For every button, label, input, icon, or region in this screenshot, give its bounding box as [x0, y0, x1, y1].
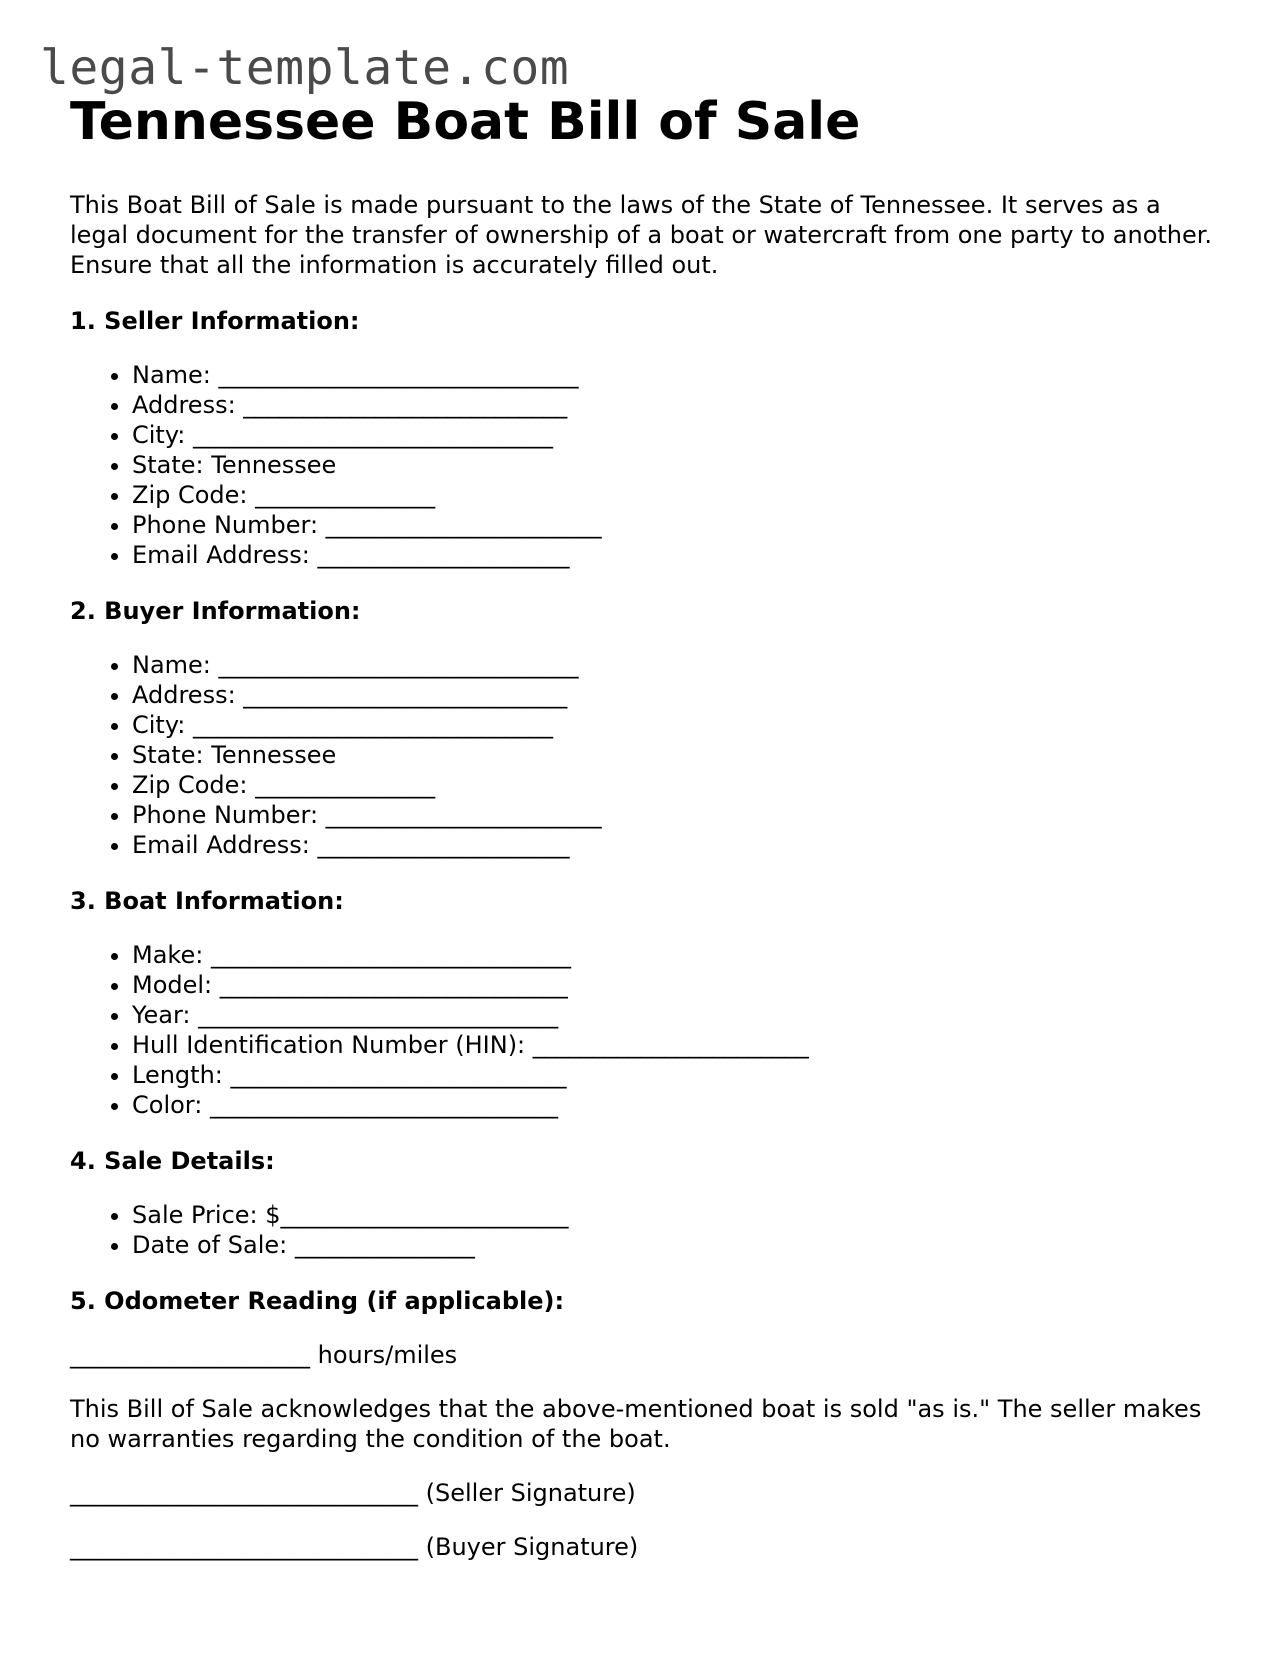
document [70, 88, 1220, 1562]
odometer-section-title: 5. Odometer Reading (if applicable): [70, 1287, 565, 1315]
sale-section-title: 4. Sale Details: [70, 1147, 275, 1175]
watermark: legal-template.com [40, 40, 570, 96]
odometer-field[interactable]: ____________________ hours/miles [70, 1341, 458, 1369]
buyer-section-title: 2. Buyer Information: [70, 597, 361, 625]
buyer-signature-line[interactable]: _____________________________ (Buyer Signature) [70, 1533, 639, 1561]
seller-email-field[interactable]: • Email Address: _____________________ [132, 540, 1220, 570]
sale-price-field[interactable]: • Sale Price: $________________________ [132, 1200, 1220, 1230]
sale-fields [70, 1200, 1220, 1260]
buyer-state-field: • State: Tennessee [132, 740, 1220, 770]
buyer-phone-field[interactable]: • Phone Number: _______________________ [132, 800, 1220, 830]
boat-section-title: 3. Boat Information: [70, 887, 344, 915]
boat-hin-field[interactable]: • Hull Identification Number (HIN): _______________________ [132, 1030, 1220, 1060]
seller-signature-line[interactable]: _____________________________ (Seller Signature) [70, 1479, 636, 1507]
seller-name-field[interactable]: • Name: ______________________________ [132, 360, 1220, 390]
page-title: Tennessee Boat Bill of Sale [70, 92, 861, 152]
buyer-email-field[interactable]: • Email Address: _____________________ [132, 830, 1220, 860]
buyer-city-field[interactable]: • City: ______________________________ [132, 710, 1220, 740]
seller-state-field: • State: Tennessee [132, 450, 1220, 480]
seller-zip-field[interactable]: • Zip Code: _______________ [132, 480, 1220, 510]
seller-phone-field[interactable]: • Phone Number: _______________________ [132, 510, 1220, 540]
buyer-name-field[interactable]: • Name: ______________________________ [132, 650, 1220, 680]
boat-make-field[interactable]: • Make: ______________________________ [132, 940, 1220, 970]
boat-year-field[interactable]: • Year: ______________________________ [132, 1000, 1220, 1030]
buyer-address-field[interactable]: • Address: ___________________________ [132, 680, 1220, 710]
seller-address-field[interactable]: • Address: ___________________________ [132, 390, 1220, 420]
intro-paragraph: This Boat Bill of Sale is made pursuant to the laws of the State of Tennessee. It serves as a legal document for the transfer of ownership of a boat or watercraft from one party to another. Ensure that all the information is accurately filled out. [70, 191, 1213, 279]
boat-model-field[interactable]: • Model: _____________________________ [132, 970, 1220, 1000]
seller-section-title: 1. Seller Information: [70, 307, 360, 335]
sale-date-field[interactable]: • Date of Sale: _______________ [132, 1230, 1220, 1260]
seller-fields [70, 360, 1220, 570]
buyer-zip-field[interactable]: • Zip Code: _______________ [132, 770, 1220, 800]
as-is-paragraph: This Bill of Sale acknowledges that the above-mentioned boat is sold "as is." The seller makes no warranties regarding the condition of the boat. [70, 1395, 1202, 1453]
seller-city-field[interactable]: • City: ______________________________ [132, 420, 1220, 450]
boat-length-field[interactable]: • Length: ____________________________ [132, 1060, 1220, 1090]
buyer-fields [70, 650, 1220, 860]
boat-color-field[interactable]: • Color: _____________________________ [132, 1090, 1220, 1120]
boat-fields [70, 940, 1220, 1120]
